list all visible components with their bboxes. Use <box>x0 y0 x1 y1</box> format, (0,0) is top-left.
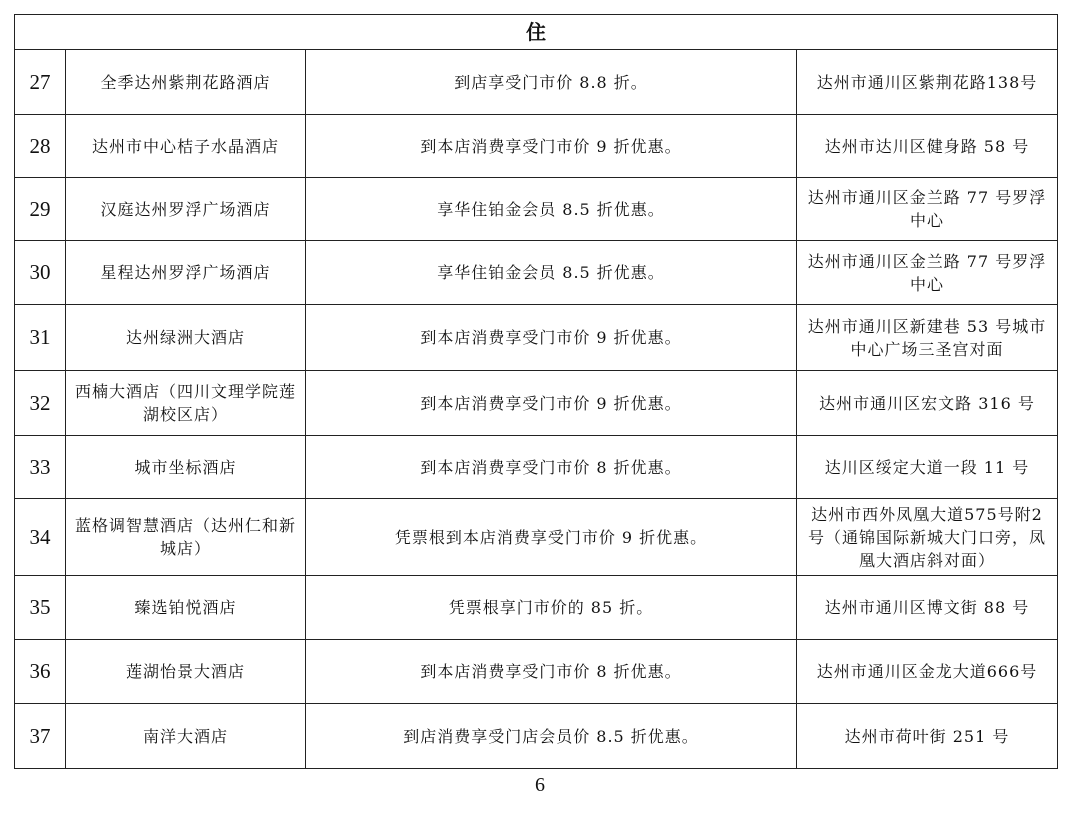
hotel-discount-table <box>14 14 1058 769</box>
hotel-name: 达州市中心桔子水晶酒店 <box>66 115 306 178</box>
hotel-address: 达州市通川区新建巷 53 号城市中心广场三圣宫对面 <box>797 305 1058 371</box>
table-row <box>15 305 1058 371</box>
discount-offer: 享华住铂金会员 8.5 折优惠。 <box>306 178 797 241</box>
hotel-name: 南洋大酒店 <box>66 704 306 769</box>
discount-offer: 凭票根到本店消费享受门市价 9 折优惠。 <box>306 499 797 576</box>
row-number: 28 <box>15 115 66 178</box>
row-number: 35 <box>15 576 66 640</box>
table-row <box>15 640 1058 704</box>
section-title: 住 <box>15 15 1058 50</box>
table-row <box>15 115 1058 178</box>
hotel-address: 达州市西外凤凰大道575号附2号（通锦国际新城大门口旁，凤凰大酒店斜对面） <box>797 499 1058 576</box>
section-header-row <box>15 15 1058 50</box>
hotel-name: 蓝格调智慧酒店（达州仁和新城店） <box>66 499 306 576</box>
table-row <box>15 178 1058 241</box>
table-row <box>15 576 1058 640</box>
discount-offer: 到本店消费享受门市价 8 折优惠。 <box>306 436 797 499</box>
hotel-address: 达州市通川区宏文路 316 号 <box>797 371 1058 436</box>
discount-offer: 到店享受门市价 8.8 折。 <box>306 50 797 115</box>
table-row <box>15 50 1058 115</box>
discount-offer: 到本店消费享受门市价 8 折优惠。 <box>306 640 797 704</box>
hotel-address: 达州市通川区紫荆花路138号 <box>797 50 1058 115</box>
table-row <box>15 436 1058 499</box>
hotel-name: 星程达州罗浮广场酒店 <box>66 241 306 305</box>
table-row <box>15 704 1058 769</box>
hotel-address: 达州市通川区博文街 88 号 <box>797 576 1058 640</box>
row-number: 32 <box>15 371 66 436</box>
hotel-address: 达州市通川区金兰路 77 号罗浮中心 <box>797 178 1058 241</box>
discount-offer: 到本店消费享受门市价 9 折优惠。 <box>306 371 797 436</box>
hotel-address: 达州市通川区金兰路 77 号罗浮中心 <box>797 241 1058 305</box>
discount-offer: 到店消费享受门店会员价 8.5 折优惠。 <box>306 704 797 769</box>
discount-offer: 凭票根享门市价的 85 折。 <box>306 576 797 640</box>
hotel-name: 城市坐标酒店 <box>66 436 306 499</box>
hotel-address: 达川区绥定大道一段 11 号 <box>797 436 1058 499</box>
hotel-name: 汉庭达州罗浮广场酒店 <box>66 178 306 241</box>
hotel-name: 全季达州紫荆花路酒店 <box>66 50 306 115</box>
hotel-address: 达州市达川区健身路 58 号 <box>797 115 1058 178</box>
hotel-name: 西楠大酒店（四川文理学院莲湖校区店） <box>66 371 306 436</box>
table-row <box>15 499 1058 576</box>
hotel-address: 达州市荷叶街 251 号 <box>797 704 1058 769</box>
row-number: 34 <box>15 499 66 576</box>
hotel-address: 达州市通川区金龙大道666号 <box>797 640 1058 704</box>
discount-offer: 到本店消费享受门市价 9 折优惠。 <box>306 305 797 371</box>
discount-offer: 到本店消费享受门市价 9 折优惠。 <box>306 115 797 178</box>
discount-offer: 享华住铂金会员 8.5 折优惠。 <box>306 241 797 305</box>
row-number: 37 <box>15 704 66 769</box>
table-body <box>15 50 1058 769</box>
table-row <box>15 241 1058 305</box>
page-number: 6 <box>535 774 545 796</box>
row-number: 31 <box>15 305 66 371</box>
table-row <box>15 371 1058 436</box>
row-number: 33 <box>15 436 66 499</box>
hotel-name: 莲湖怡景大酒店 <box>66 640 306 704</box>
row-number: 27 <box>15 50 66 115</box>
hotel-name: 臻选铂悦酒店 <box>66 576 306 640</box>
row-number: 29 <box>15 178 66 241</box>
hotel-name: 达州绿洲大酒店 <box>66 305 306 371</box>
row-number: 36 <box>15 640 66 704</box>
row-number: 30 <box>15 241 66 305</box>
